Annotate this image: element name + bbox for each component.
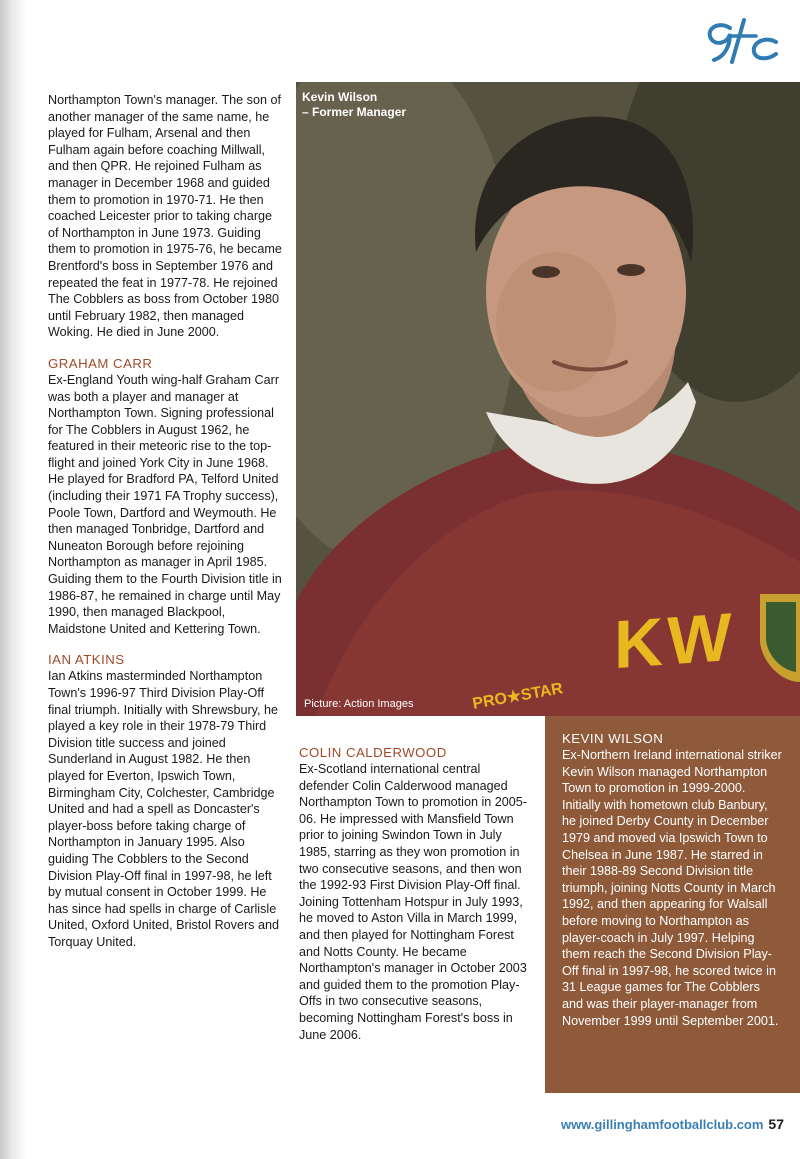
heading-colin-calderwood: COLIN CALDERWOOD [299, 745, 447, 760]
photo-credit: Picture: Action Images [304, 698, 414, 710]
text-graham-carr: Ex-England Youth wing-half Graham Carr was both a player and manager at Northampton Town. Signing professional for The Cobblers in August 1962, he featured in their meteoric rise to the top-flight and joined York City in June 1968. He played for Bradford PA, Telford United (including their 1971 FA Trophy success), Poole Town, Dartford and Weymouth. He then managed Tonbridge, Dartford and Nuneaton Borough before rejoining Northampton as manager in April 1985. Guiding them to the Fourth Division title in 1986-87, he remained in charge until May 1990, then managed Blackpool, Maidstone United and Kettering Town. [48, 372, 282, 636]
page-number: 57 [768, 1116, 784, 1132]
text-colin-calderwood: Ex-Scotland international central defender Colin Calderwood managed Northampton Town to promotion in 2005-06. He impressed with Mansfield Town prior to joining Swindon Town in July 1985, starring as they won promotion in two consecutive seasons, and then won the 1992-93 First Division Play-Off final. Joining Tottenham Hotspur in July 1993, he moved to Aston Villa in March 1999, and then played for Nottingham Forest and Notts County. He became Northampton's manager in October 2003 and guided them to the promotion Play-Offs in two consecutive seasons, becoming Nottingham Forest's boss in June 2006. [299, 762, 527, 1042]
footer-url[interactable]: www.gillinghamfootballclub.com [560, 1117, 764, 1132]
caption-name: Kevin Wilson [302, 90, 378, 104]
brand-logo: PRO★STAR [471, 680, 565, 713]
section-ian-atkins [48, 651, 284, 950]
kevin-wilson-photo [296, 82, 800, 716]
column-left [48, 92, 284, 951]
page-fold-shadow [0, 0, 26, 1159]
heading-ian-atkins: IAN ATKINS [48, 652, 125, 668]
caption-role: – Former Manager [302, 105, 407, 119]
text-ian-atkins: Ian Atkins masterminded Northampton Town's 1996-97 Third Division Play-Off final triumph. Initially with Shrewsbury, he played a key role in their 1978-79 Third Division title success and joined Sunderland in August 1982. He then played for Everton, Ipswich Town, Birmingham City, Colchester, Cambridge United and had a spell as Doncaster's player-boss before taking charge of Northampton in January 1995. Also guiding The Cobblers to the Second Division Play-Off final in 1997-98, he left by mutual consent in October 1999. He has since had spells in charge of Carlisle United, Oxford United, Bristol Rovers and Torquay United. [48, 669, 279, 949]
heading-kevin-wilson: KEVIN WILSON [562, 731, 664, 746]
shirt-initials: KW [614, 598, 736, 684]
column-middle [299, 744, 531, 1043]
section-graham-carr [48, 355, 284, 638]
intro-paragraph: Northampton Town's manager. The son of another manager of the same name, he played for Fulham, Arsenal and then Fulham again before coaching Millwall, and then QPR. He rejoined Fulham as manager in December 1968 and guided them to promotion in 1970-71. He then coached Leicester prior to taking charge of Northampton in June 1973. Guiding them to promotion in 1975-76, he became Brentford's boss in September 1976 and repeated the feat in 1977-78. He rejoined The Cobblers as boss from October 1980 until February 1982, then managed Woking. He died in June 2000. [48, 93, 282, 340]
heading-graham-carr: GRAHAM CARR [48, 355, 153, 371]
kevin-wilson-box [545, 716, 800, 1093]
page-footer [561, 1116, 784, 1132]
text-kevin-wilson: Ex-Northern Ireland international striker Kevin Wilson managed Northampton Town to promotion in 1999-2000. Initially with hometown club Banbury, he joined Derby County in December 1979 and moved via Ipswich Town to Chelsea in June 1987. He starred in their 1988-89 Second Division title triumph, joining Notts County in March 1992, and then appearing for Walsall before moving to Northampton as player-coach in July 1997. Helping them reach the Second Division Play-Off final in 1997-98, he scored twice in 31 League games for The Cobblers and was their player-manager from November 1999 until September 2001. [562, 748, 782, 1028]
gfc-logo-icon [700, 14, 782, 68]
photo-caption [302, 90, 406, 120]
